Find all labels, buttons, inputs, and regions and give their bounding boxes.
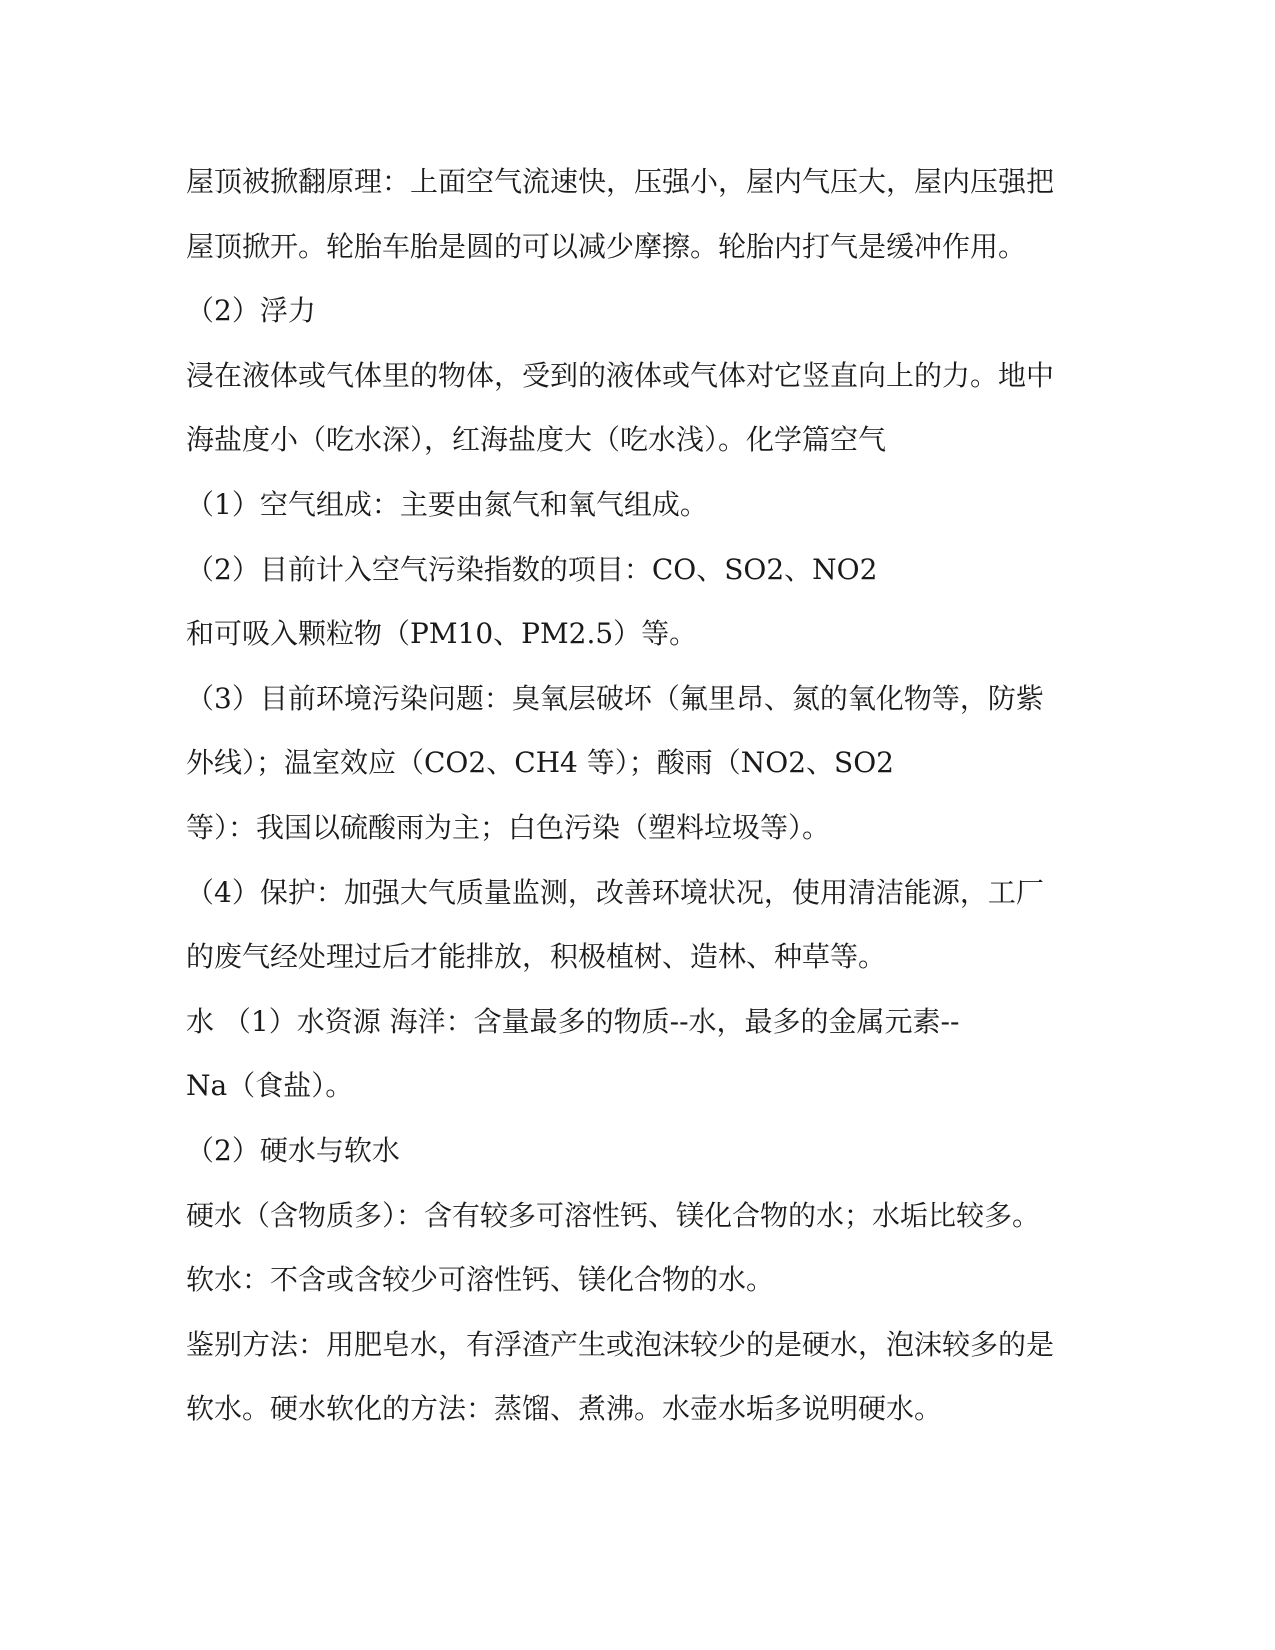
text-line: 外线）；温室效应（CO2、CH4 等）；酸雨（NO2、SO2: [186, 746, 894, 780]
text-line: 的废气经处理过后才能排放，积极植树、造林、种草等。: [186, 940, 887, 974]
text-line: 和可吸入颗粒物（PM10、PM2.5）等。: [186, 617, 698, 651]
text-line: 屋顶被掀翻原理：上面空气流速快，压强小，屋内气压大，屋内压强把: [186, 165, 1055, 198]
text-line: Na（食盐）。: [186, 1069, 354, 1103]
text-line: （2）目前计入空气污染指数的项目：CO、SO2、NO2: [186, 552, 878, 586]
body-text: [186, 150, 1106, 1442]
text-line: 浸在液体或气体里的物体，受到的液体或气体对它竖直向上的力。地中: [186, 358, 1055, 392]
text-line: （4）保护：加强大气质量监测，改善环境状况，使用清洁能源，工厂: [186, 875, 1044, 909]
text-line: 屋顶掀开。轮胎车胎是圆的可以减少摩擦。轮胎内打气是缓冲作用。: [186, 229, 1027, 263]
text-line: （1）空气组成：主要由氮气和氧气组成。: [186, 487, 708, 521]
text-line: 等）：我国以硫酸雨为主；白色污染（塑料垃圾等）。: [186, 810, 831, 844]
text-line: 软水：不含或含较少可溶性钙、镁化合物的水。: [186, 1263, 775, 1297]
text-line: 鉴别方法：用肥皂水，有浮渣产生或泡沫较少的是硬水，泡沫较多的是: [186, 1327, 1055, 1361]
text-line: （3）目前环境污染问题：臭氧层破坏（氟里昂、氮的氧化物等，防紫: [186, 681, 1044, 715]
text-line: 海盐度小（吃水深），红海盐度大（吃水浅）。化学篇空气: [186, 423, 887, 457]
section-heading: （2）浮力: [186, 294, 316, 328]
section-heading: （2）硬水与软水: [186, 1133, 400, 1167]
text-line: 软水。硬水软化的方法：蒸馏、煮沸。水壶水垢多说明硬水。: [186, 1392, 943, 1426]
text-line: 水 （1）水资源 海洋：含量最多的物质--水，最多的金属元素--: [186, 1004, 960, 1038]
text-line: 硬水（含物质多）：含有较多可溶性钙、镁化合物的水；水垢比较多。: [186, 1198, 1041, 1232]
